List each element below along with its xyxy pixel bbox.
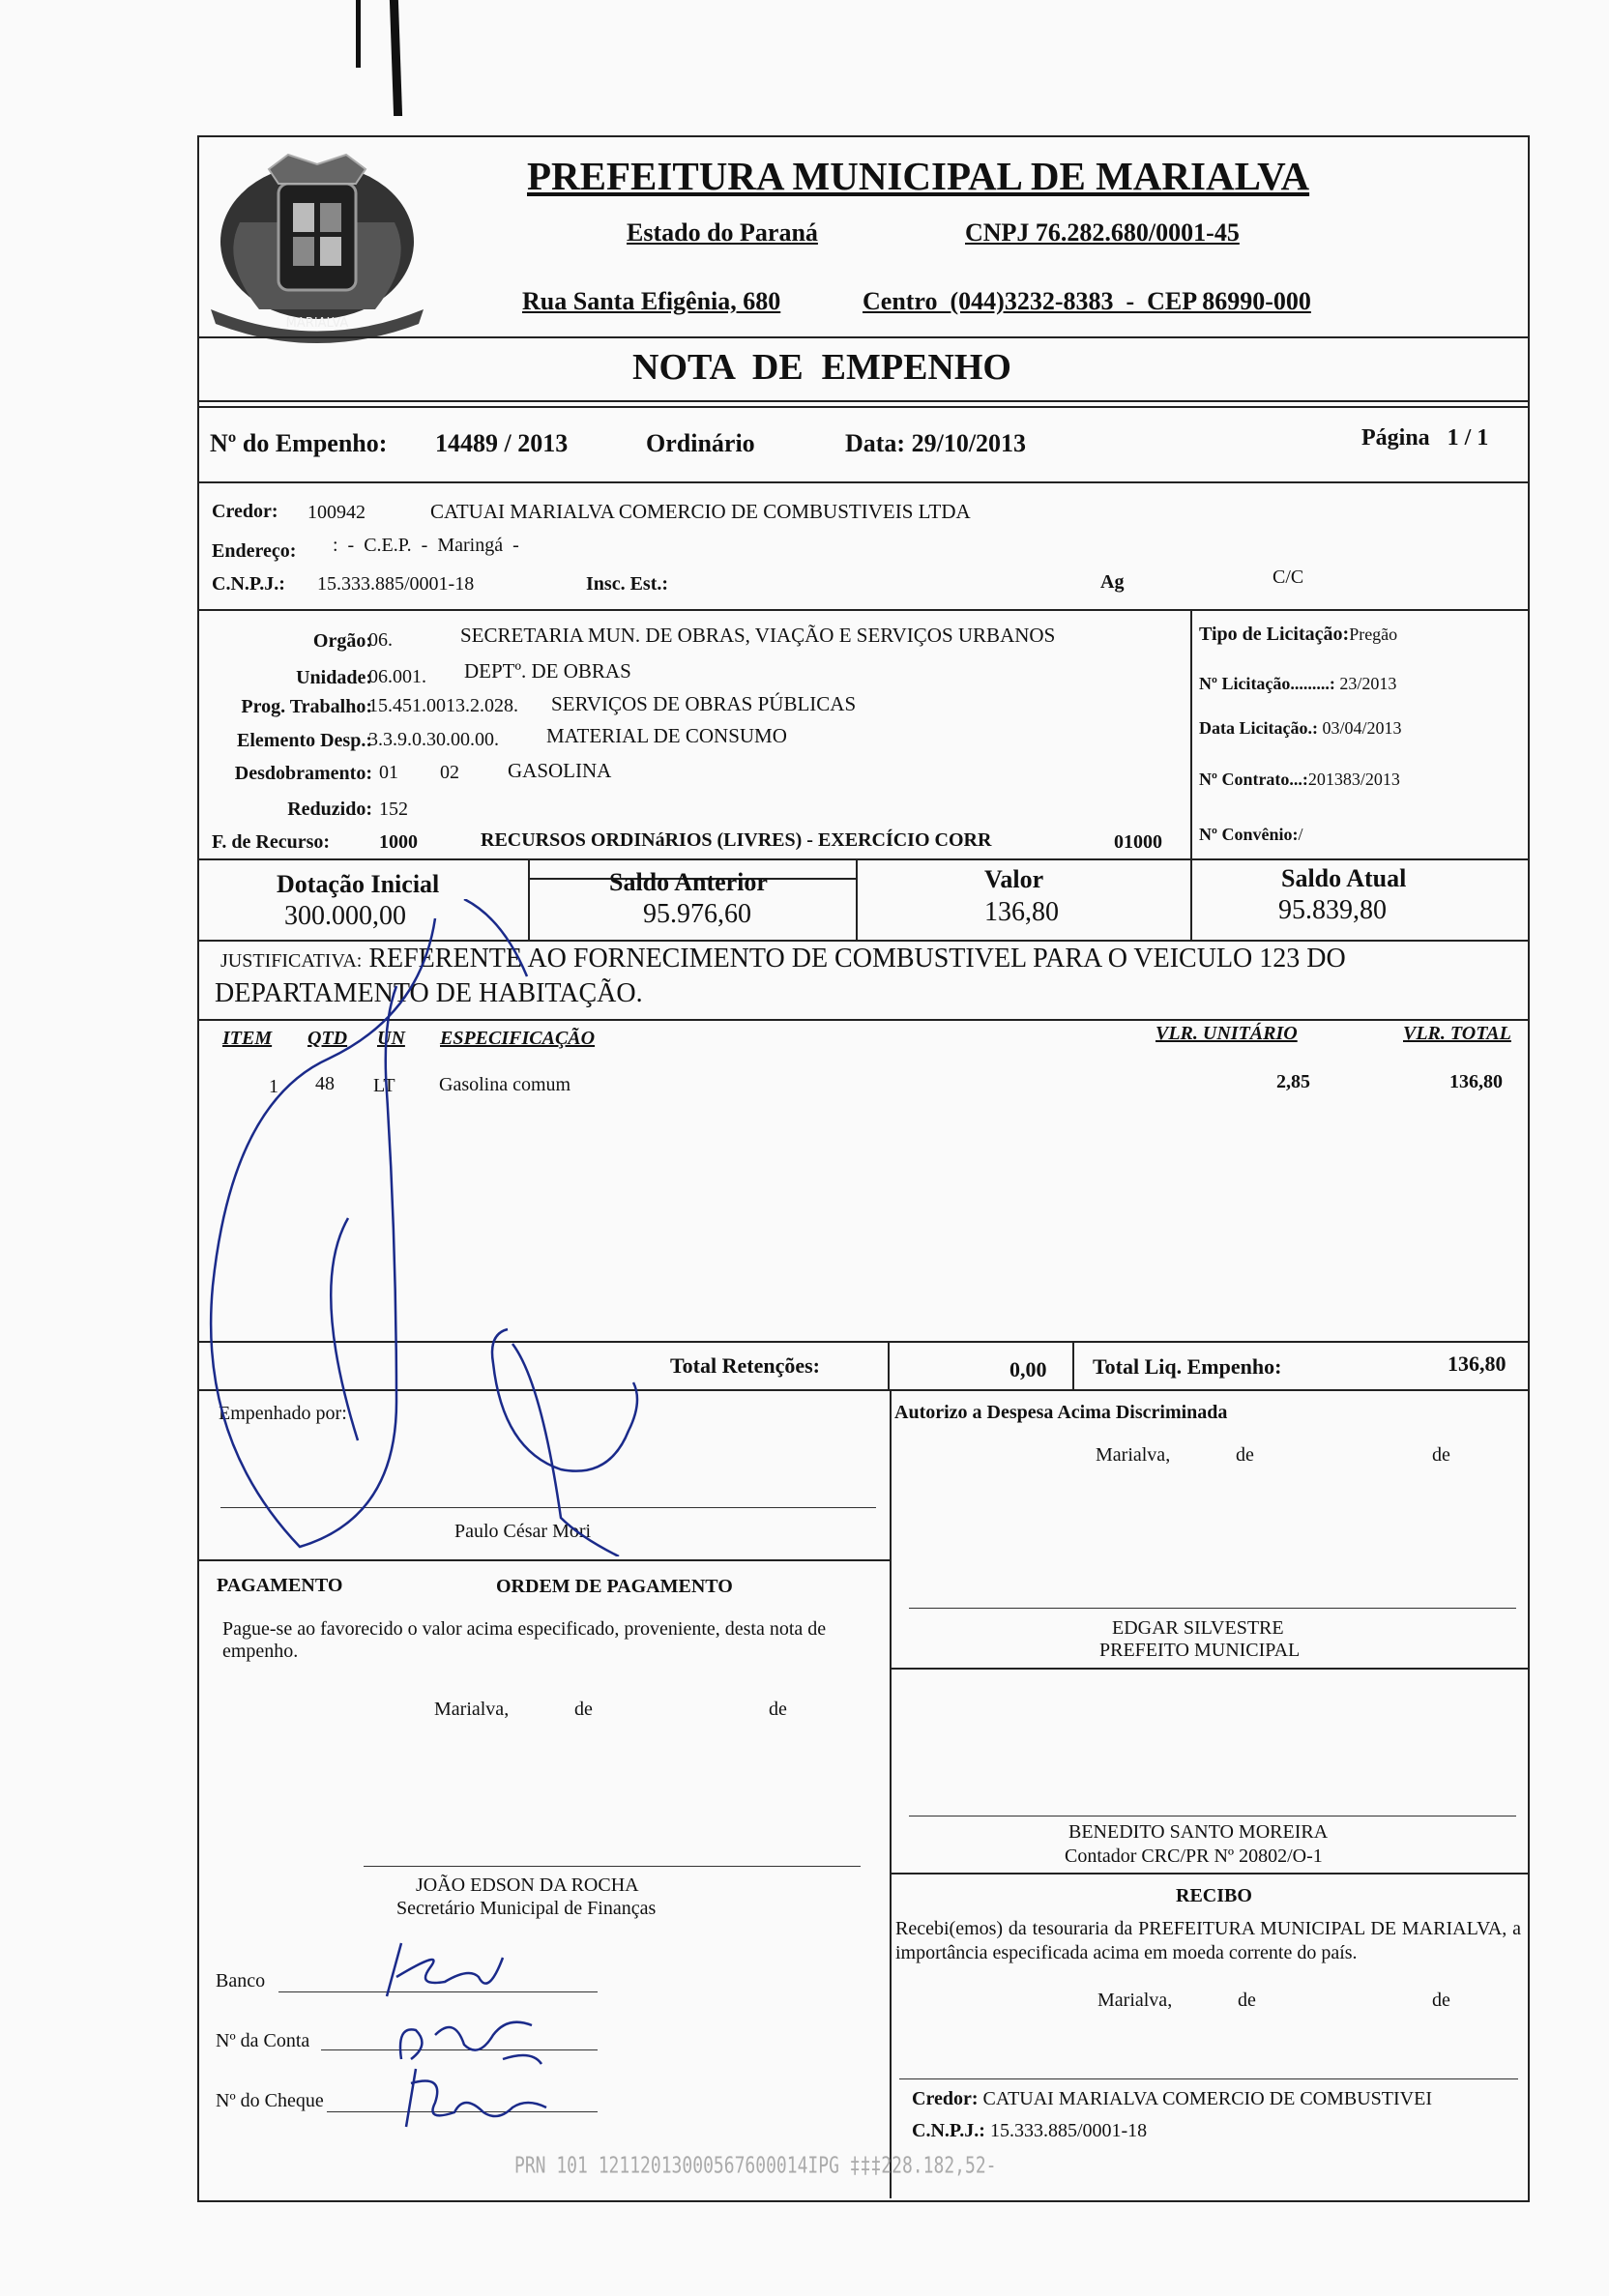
- credor-name: CATUAI MARIALVA COMERCIO DE COMBUSTIVEIS LTDA: [430, 500, 971, 523]
- saldo-anterior-label: Saldo Anterior: [609, 868, 768, 896]
- recurso-label: F. de Recurso:: [212, 831, 331, 853]
- banco-label: Banco: [216, 1970, 266, 1991]
- secretario-cargo: Secretário Municipal de Finanças: [396, 1898, 657, 1919]
- endereco-value: : - C.E.P. - Maringá -: [333, 535, 519, 556]
- address-text: Centro (044)3232-8383 - CEP 86990-000: [863, 287, 1311, 315]
- state-text: Estado do Paraná: [627, 218, 818, 247]
- justificativa-line2: DEPARTAMENTO DE HABITAÇÃO.: [215, 978, 643, 1008]
- recibo-label: RECIBO: [1176, 1885, 1252, 1906]
- col-un: UN: [377, 1028, 405, 1049]
- numero-convenio: Nº Convênio:/: [1199, 825, 1303, 844]
- cnpj-label: C.N.P.J.:: [212, 573, 285, 595]
- ordem-pagamento-label: ORDEM DE PAGAMENTO: [496, 1576, 733, 1597]
- numero-licitacao: Nº Licitação.........: 23/2013: [1199, 674, 1397, 693]
- autorizo-de: de: [1236, 1444, 1254, 1466]
- divider: [197, 481, 1528, 483]
- signature-line: [364, 1866, 861, 1867]
- credor-label: Credor:: [212, 501, 278, 522]
- empenho-date: Data: 29/10/2013: [845, 429, 1027, 457]
- divider: [856, 860, 858, 940]
- page-title: PREFEITURA MUNICIPAL DE MARIALVA: [527, 154, 1310, 198]
- row-unit-value: 2,85: [1276, 1071, 1310, 1092]
- col-item: ITEM: [222, 1028, 273, 1049]
- row-item: 1: [269, 1076, 278, 1097]
- row-un: LT: [373, 1075, 395, 1096]
- pagamento-de: de: [574, 1699, 593, 1720]
- row-qtd: 48: [315, 1073, 335, 1094]
- scan-mark-left: [356, 0, 361, 68]
- col-qtd: QTD: [307, 1028, 348, 1049]
- doc-title: NOTA DE EMPENHO: [632, 347, 1011, 388]
- divider: [892, 1873, 1528, 1875]
- street-text: Rua Santa Efigênia, 680: [522, 287, 781, 315]
- dotacao-label: Dotação Inicial: [277, 870, 440, 898]
- desdobramento-b: 02: [440, 762, 459, 783]
- empenho-number: 14489 / 2013: [435, 429, 569, 457]
- prefeito-cargo: PREFEITO MUNICIPAL: [1099, 1640, 1301, 1661]
- reduzido-code: 152: [379, 799, 408, 820]
- conta-label: Nº da Conta: [216, 2030, 310, 2051]
- prog-code: 15.451.0013.2.028.: [368, 695, 518, 716]
- banco-signature: [377, 1938, 522, 2006]
- recurso-name: RECURSOS ORDINáRIOS (LIVRES) - EXERCÍCIO CORR: [481, 829, 992, 851]
- divider: [1072, 1343, 1074, 1389]
- divider: [890, 1391, 892, 2198]
- elemento-label: Elemento Desp.:: [237, 730, 372, 751]
- credor-code: 100942: [307, 502, 366, 523]
- numero-contrato: Nº Contrato...:201383/2013: [1199, 770, 1400, 789]
- row-spec: Gasolina comum: [439, 1074, 571, 1095]
- secretario-nome: JOÃO EDSON DA ROCHA: [416, 1875, 639, 1896]
- pagamento-label: PAGAMENTO: [217, 1575, 343, 1596]
- saldo-atual-label: Saldo Atual: [1281, 864, 1407, 892]
- dotacao-value: 300.000,00: [284, 901, 406, 931]
- desdobramento-a: 01: [379, 762, 398, 783]
- scan-mark-right: [390, 0, 402, 116]
- total-retencoes-label: Total Retenções:: [670, 1353, 820, 1378]
- reduzido-label: Reduzido:: [287, 799, 372, 820]
- prog-label: Prog. Trabalho:: [241, 696, 372, 717]
- small-signature-stroke: [483, 1324, 658, 1479]
- empenho-number-label: Nº do Empenho:: [210, 429, 388, 457]
- desdobramento-label: Desdobramento:: [234, 763, 372, 784]
- contador-cargo: Contador CRC/PR Nº 20802/O-1: [1065, 1846, 1323, 1867]
- row-total-value: 136,80: [1449, 1071, 1503, 1092]
- unidade-label: Unidade:: [296, 667, 372, 688]
- desdobramento-name: GASOLINA: [508, 759, 612, 782]
- recibo-local: Marialva,: [1097, 1990, 1173, 2011]
- elemento-code: 3.3.9.0.30.00.00.: [368, 729, 499, 750]
- pagamento-local: Marialva,: [434, 1699, 510, 1720]
- total-retencoes-value: 0,00: [1009, 1357, 1047, 1381]
- valor-value: 136,80: [984, 897, 1059, 927]
- prog-name: SERVIÇOS DE OBRAS PÚBLICAS: [551, 692, 857, 715]
- col-unit-value: VLR. UNITÁRIO: [1156, 1023, 1298, 1044]
- orgao-code: 06.: [368, 629, 393, 651]
- recibo-de2: de: [1432, 1990, 1450, 2011]
- recurso-code: 1000: [379, 831, 418, 853]
- signature-line: [909, 1608, 1516, 1609]
- page-number: Página 1 / 1: [1361, 425, 1489, 450]
- col-spec: ESPECIFICAÇÃO: [440, 1028, 596, 1049]
- unidade-name: DEPTº. DE OBRAS: [464, 659, 631, 683]
- tipo-licitacao: Tipo de Licitação:Pregão: [1199, 624, 1398, 645]
- autorizo-de2: de: [1432, 1444, 1450, 1466]
- cheque-signature: [396, 2064, 551, 2132]
- empenhado-por-label: Empenhado por:: [219, 1403, 347, 1424]
- signature-line: [899, 2078, 1518, 2079]
- divider: [197, 336, 1528, 338]
- divider: [197, 400, 1528, 402]
- recibo-cnpj: C.N.P.J.: 15.333.885/0001-18: [912, 2120, 1148, 2141]
- insc-est-label: Insc. Est.:: [586, 573, 669, 595]
- recurso-number: 01000: [1114, 831, 1162, 853]
- elemento-name: MATERIAL DE CONSUMO: [546, 724, 787, 747]
- divider: [1190, 611, 1192, 858]
- orgao-label: Orgão:: [312, 630, 372, 652]
- contador-nome: BENEDITO SANTO MOREIRA: [1068, 1821, 1329, 1843]
- recibo-credor: Credor: CATUAI MARIALVA COMERCIO DE COMBUSTIVEI: [912, 2088, 1432, 2109]
- autorizo-label: Autorizo a Despesa Acima Discriminada: [894, 1402, 1228, 1423]
- saldo-atual-value: 95.839,80: [1278, 895, 1387, 925]
- col-total-value: VLR. TOTAL: [1403, 1023, 1511, 1044]
- divider: [892, 1668, 1528, 1670]
- credor-cnpj: 15.333.885/0001-18: [317, 573, 475, 595]
- endereco-label: Endereço:: [212, 540, 297, 562]
- prefeito-nome: EDGAR SILVESTRE: [1112, 1617, 1284, 1639]
- divider: [888, 1343, 890, 1389]
- orgao-name: SECRETARIA MUN. DE OBRAS, VIAÇÃO E SERVIÇOS URBANOS: [460, 624, 1056, 647]
- divider: [197, 406, 1528, 408]
- cc-label: C/C: [1273, 567, 1304, 588]
- divider: [197, 1559, 892, 1561]
- autorizo-local: Marialva,: [1096, 1444, 1171, 1466]
- machine-stamp: PRN 101 12112013000567600014IPG ‡‡‡228.182,52-: [514, 2152, 997, 2180]
- pagamento-texto: Pague-se ao favorecido o valor acima especificado, proveniente, desta nota de empenho.: [222, 1618, 827, 1662]
- empenhado-nome: Paulo César Mori: [454, 1521, 592, 1542]
- cnpj-text: CNPJ 76.282.680/0001-45: [965, 218, 1240, 247]
- municipal-crest-icon: [201, 145, 433, 343]
- data-licitacao: Data Licitação.: 03/04/2013: [1199, 718, 1402, 738]
- empenho-type: Ordinário: [646, 429, 755, 457]
- divider: [197, 858, 1528, 860]
- valor-label: Valor: [984, 865, 1044, 893]
- cheque-label: Nº do Cheque: [216, 2090, 324, 2111]
- unidade-code: 06.001.: [368, 666, 426, 687]
- divider: [197, 609, 1528, 611]
- recibo-de: de: [1238, 1990, 1256, 2011]
- saldo-anterior-value: 95.976,60: [643, 899, 751, 929]
- divider: [1190, 860, 1192, 940]
- recibo-texto: Recebi(emos) da tesouraria da PREFEITURA MUNICIPAL DE MARIALVA, a importância especificada acima em moeda corrente do país.: [895, 1918, 1521, 1963]
- total-liquido-label: Total Liq. Empenho:: [1093, 1354, 1282, 1379]
- justificativa-line1: JUSTIFICATIVA: REFERENTE AO FORNECIMENTO DE COMBUSTIVEL PARA O VEICULO 123 DO: [220, 944, 1346, 974]
- svg-text:MARIALVA: MARIALVA: [285, 316, 349, 331]
- pagamento-de2: de: [769, 1699, 787, 1720]
- total-liquido-value: 136,80: [1448, 1351, 1507, 1376]
- ag-label: Ag: [1100, 571, 1125, 593]
